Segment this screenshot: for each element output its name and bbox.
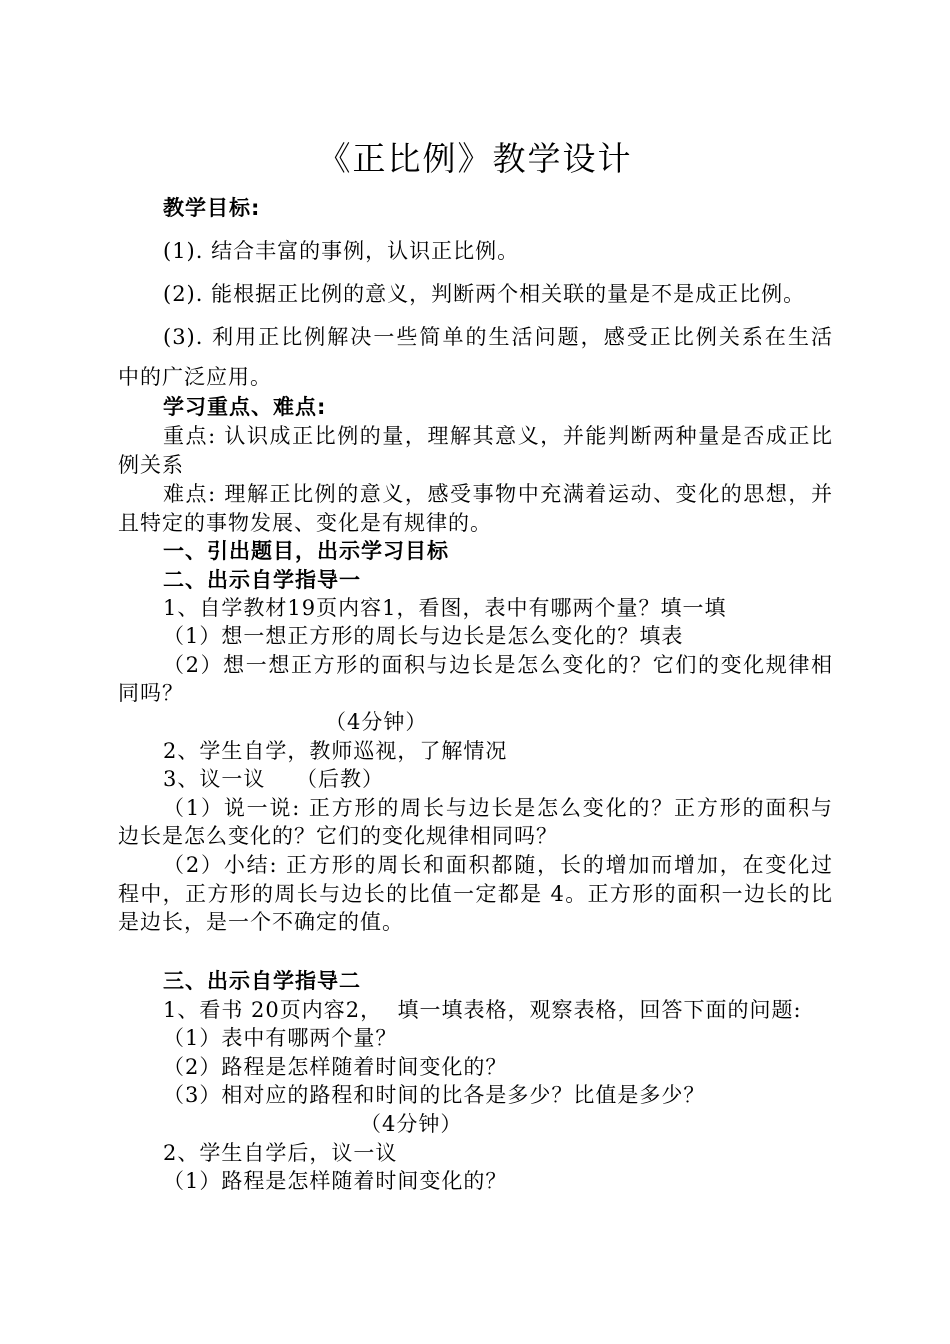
difficulty-line-1: 难点: 理解正比例的意义，感受事物中充满着运动、变化的思想，并 — [163, 482, 833, 506]
section-2-line-7: 3、议一议 （后教） — [163, 767, 385, 791]
objective-1: (1). 结合丰富的事例，认识正比例。 — [163, 239, 520, 263]
section-2-line-8: （1）说一说: 正方形的周长与边长是怎么变化的？正方形的面积与 — [163, 796, 833, 820]
section-2-line-2: （1）想一想正方形的周长与边长是怎么变化的？填表 — [163, 624, 684, 648]
section-2-time-note: （4分钟） — [325, 710, 428, 734]
section-3-heading: 三、出示自学指导二 — [163, 969, 361, 993]
section-2-line-1: 1、自学教材19页内容1，看图，表中有哪两个量？填一填 — [163, 596, 727, 620]
section-3-time-note: （4分钟） — [360, 1112, 463, 1136]
section-1-heading: 一、引出题目，出示学习目标 — [163, 539, 449, 563]
document-title: 《正比例》教学设计 — [317, 139, 633, 178]
objective-3-continued: 中的广泛应用。 — [118, 365, 272, 389]
section-3-line-1: 1、看书 20页内容2， 填一填表格，观察表格，回答下面的问题: — [163, 998, 802, 1022]
section-2-line-10: （2）小结: 正方形的周长和面积都随，长的增加而增加，在变化过 — [163, 853, 833, 877]
section-2-line-4: 同吗？ — [118, 681, 184, 705]
section-2-line-11: 程中，正方形的周长与边长的比值一定都是 4。正方形的面积一边长的比 — [118, 882, 833, 906]
key-point-line-2: 例关系 — [118, 453, 184, 477]
section-2-heading: 二、出示自学指导一 — [163, 568, 361, 592]
objective-2: (2). 能根据正比例的意义，判断两个相关联的量是不是成正比例。 — [163, 282, 806, 306]
section-2-line-9: 边长是怎么变化的？它们的变化规律相同吗？ — [118, 824, 558, 848]
section-3-line-6: 2、学生自学后，议一议 — [163, 1141, 398, 1165]
section-3-line-3: （2）路程是怎样随着时间变化的？ — [163, 1055, 508, 1079]
key-point-line-1: 重点: 认识成正比例的量，理解其意义，并能判断两种量是否成正比 — [163, 424, 833, 448]
section-2-line-6: 2、学生自学，教师巡视，了解情况 — [163, 739, 508, 763]
key-points-heading: 学习重点、难点: — [163, 395, 327, 419]
section-3-line-4: （3）相对应的路程和时间的比各是多少？比值是多少？ — [163, 1083, 706, 1107]
section-2-line-12: 是边长，是一个不确定的值。 — [118, 910, 404, 934]
section-3-line-2: （1）表中有哪两个量？ — [163, 1026, 398, 1050]
difficulty-line-2: 且特定的事物发展、变化是有规律的。 — [118, 511, 492, 535]
objective-3: (3). 利用正比例解决一些简单的生活问题，感受正比例关系在生活 — [163, 325, 833, 349]
objectives-heading: 教学目标: — [163, 196, 261, 220]
section-2-line-3: （2）想一想正方形的面积与边长是怎么变化的？它们的变化规律相 — [163, 653, 833, 677]
section-3-line-7: （1）路程是怎样随着时间变化的？ — [163, 1169, 508, 1193]
